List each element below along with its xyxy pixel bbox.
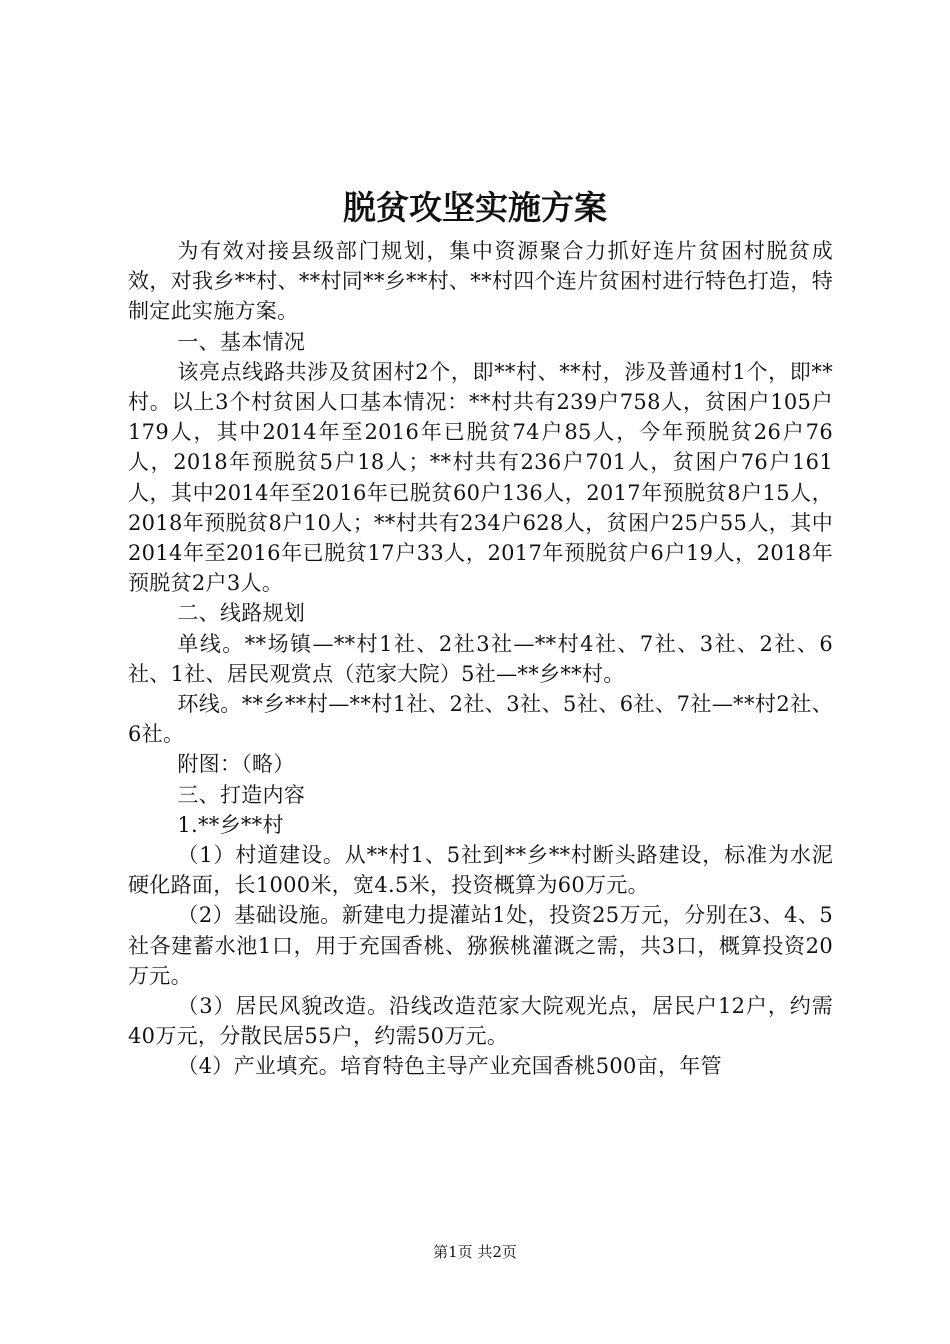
loop-route-paragraph: 环线。**乡**村—**村1社、2社、3社、5社、6社、7社—**村2社、6社。 <box>128 692 833 747</box>
intro-paragraph: 为有效对接县级部门规划，集中资源聚合力抓好连片贫困村脱贫成效，对我乡**村、**村同**乡**村、**村四个连片贫困村进行特色打造，特制定此实施方案。 <box>128 239 833 324</box>
page-footer: 第1页 共2页 <box>433 1243 517 1261</box>
item-infrastructure: （2）基础设施。新建电力提灌站1处，投资25万元，分别在3、4、5社各建蓄水池1口，用于充国香桃、猕猴桃灌溉之需，共3口，概算投资20万元。 <box>128 903 833 988</box>
section-heading-content: 三、打造内容 <box>177 782 306 807</box>
item-residence-renovation: （3）居民风貌改造。沿线改造范家大院观光点，居民户12户，约需40万元，分散民居55户，约需50万元。 <box>128 994 833 1049</box>
document-body <box>128 236 833 1082</box>
section-heading-basic: 一、基本情况 <box>177 329 306 354</box>
section-heading-route: 二、线路规划 <box>177 601 306 626</box>
document-title: 脱贫攻坚实施方案 <box>343 188 607 227</box>
item-industry: （4）产业填充。培育特色主导产业充国香桃500亩，年管 <box>177 1054 722 1079</box>
subsection-heading: 1.**乡**村 <box>177 812 284 837</box>
attachment-note: 附图：（略） <box>177 752 295 777</box>
single-route-paragraph: 单线。**场镇—**村1社、2社3社—**村4社、7社、3社、2社、6社、1社、居民观赏点（范家大院）5社—**乡**村。 <box>128 631 833 686</box>
basic-situation-paragraph: 该亮点线路共涉及贫困村2个，即**村、**村，涉及普通村1个，即**村。以上3个村贫困人口基本情况：**村共有239户758人，贫困户105户179人，其中2014年至2016年已脱贫74户85人，今年预脱贫26户76人，2018年预脱贫5户18人；**村共有236户701人，贫困户76户161人，其中2014年至2016年已脱贫60户136人，2017年预脱贫8户15人，2018年预脱贫8户10人；**村共有234户628人，贫困户25户55人，其中2014年至2016年已脱贫17户33人，2017年预脱贫户6户19人，2018年预脱贫2户3人。 <box>128 359 833 596</box>
item-road-construction: （1）村道建设。从**村1、5社到**乡**村断头路建设，标准为水泥硬化路面，长1000米，宽4.5米，投资概算为60万元。 <box>128 843 833 898</box>
